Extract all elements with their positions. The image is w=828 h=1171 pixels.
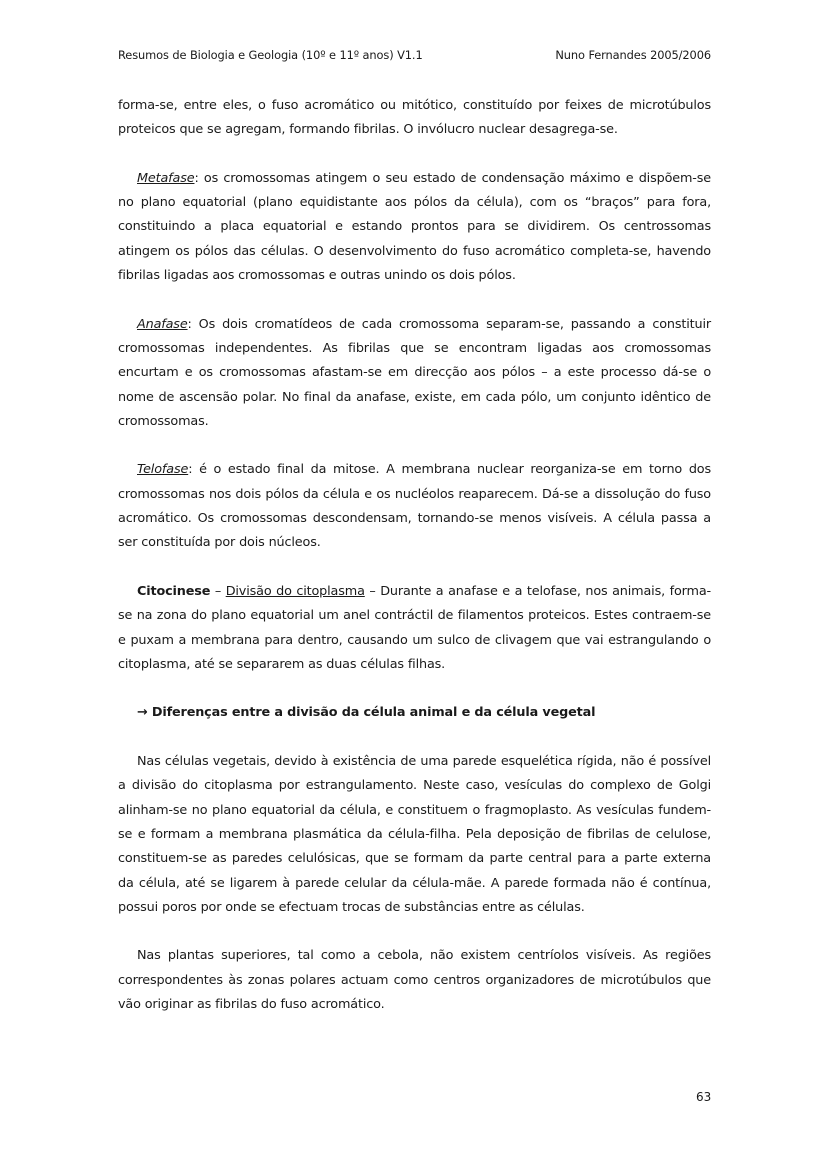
metafase-term: Metafase (137, 170, 195, 186)
vegetal-paragraph-1: Nas células vegetais, devido à existência de uma parede esquelética rígida, não é possível a divisão do citoplasma por estrangulamento. Neste caso, vesículas do complexo de Golgi alinham-se no plano equatorial da célula, e constituem o fragmoplasto. As vesículas fundem-se e formam a membrana plasmática da célula-filha. Pela deposição de fibrilas de celulose, constituem-se as paredes celulósicas, que se formam da parte central para a parte externa da célula, até se ligarem à parede celular da célula-mãe. A parede formada não é contínua, possui poros por onde se efectuam trocas de substâncias entre as células. (118, 754, 711, 915)
page-number: 63 (696, 1090, 712, 1104)
page-header (118, 48, 711, 68)
metafase-paragraph (118, 167, 711, 288)
citocinese-paragraph (118, 580, 711, 677)
vegetal-paragraph-2: Nas plantas superiores, tal como a cebola, não existem centríolos visíveis. As regiões correspondentes às zonas polares actuam como centros organizadores de microtúbulos que vão originar as fibrilas do fuso acromático. (118, 948, 711, 1012)
section-heading: → Diferenças entre a divisão da célula animal e da célula vegetal (137, 705, 596, 721)
intro-paragraph: forma-se, entre eles, o fuso acromático ou mitótico, constituído por feixes de microtúbulos proteicos que se agregam, formando fibrilas. O invólucro nuclear desagrega-se. (118, 98, 711, 138)
telofase-text: : é o estado final da mitose. A membrana nuclear reorganiza-se em torno dos cromossomas nos dois pólos da célula e os nucléolos reaparecem. Dá-se a dissolução do fuso acromático. Os cromossomas descondensam, tornando-se menos visíveis. A célula passa a ser constituída por dois núcleos. (118, 462, 711, 551)
telofase-term: Telofase (137, 462, 189, 478)
citocinese-text: – Durante a anafase e a telofase, nos animais, forma-se na zona do plano equatorial um anel contráctil de filamentos proteicos. Estes contraem-se e puxam a membrana para dentro, causando um sulco de clivagem que vai estrangulando o citoplasma, até se separarem as duas células filhas. (118, 583, 711, 672)
header-author: Nuno Fernandes 2005/2006 (555, 48, 711, 62)
citocinese-subterm: Divisão do citoplasma (225, 583, 365, 599)
page-body (118, 94, 711, 1017)
citocinese-term: Citocinese (137, 583, 211, 599)
anafase-paragraph (118, 313, 711, 434)
anafase-term: Anafase (137, 316, 188, 332)
citocinese-separator: – (210, 583, 226, 599)
metafase-text: : os cromossomas atingem o seu estado de condensação máximo e dispõem-se no plano equatorial (plano equidistante aos pólos da célula), com os “braços” para fora, constituindo a placa equatorial e estando prontos para se dividirem. Os centrossomas atingem os pólos das células. O desenvolvimento do fuso acromático completa-se, havendo fibrilas ligadas aos cromossomas e outras unindo os dois pólos. (118, 170, 711, 284)
telofase-paragraph (118, 458, 711, 555)
header-title: Resumos de Biologia e Geologia (10º e 11º anos) V1.1 (118, 48, 423, 62)
anafase-text: : Os dois cromatídeos de cada cromossoma separam-se, passando a constituir cromossomas independentes. As fibrilas que se encontram ligadas aos cromossomas encurtam e os cromossomas afastam-se em direcção aos pólos – a este processo dá-se o nome de ascensão polar. No final da anafase, existe, em cada pólo, um conjunto idêntico de cromossomas. (118, 316, 711, 429)
